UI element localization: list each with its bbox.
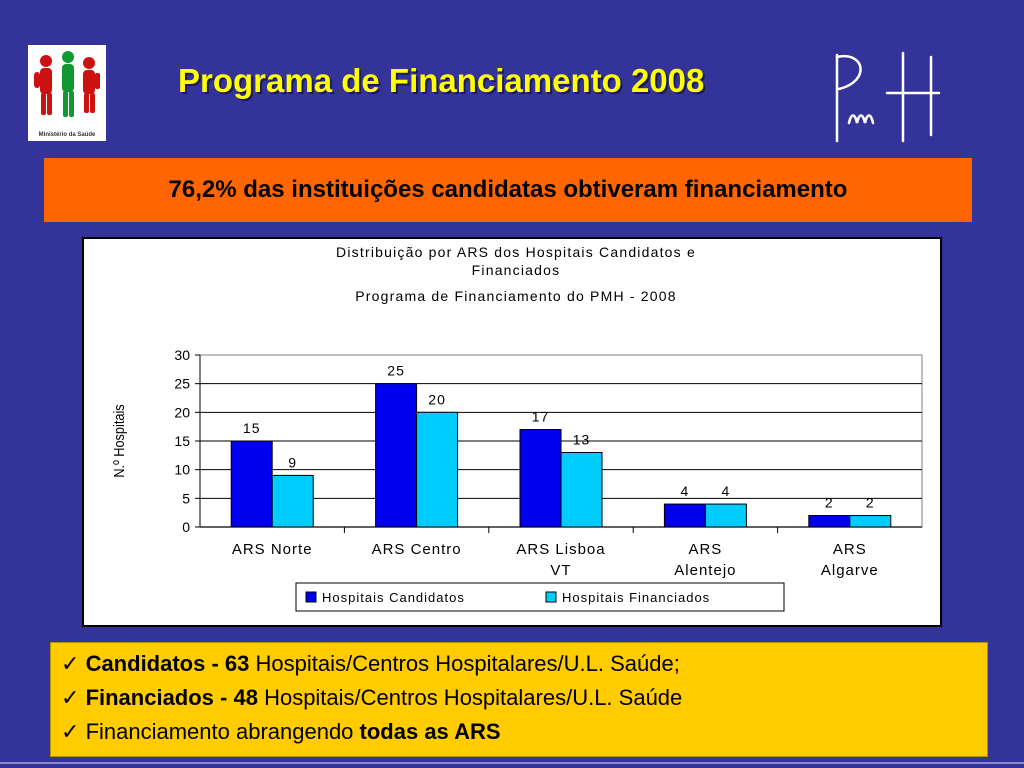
x-category-label: Alentejo <box>674 562 737 579</box>
legend-swatch <box>546 592 556 602</box>
data-label: 15 <box>242 420 261 436</box>
x-category-label: ARS <box>688 541 723 558</box>
headline-text: 76,2% das instituições candidatas obtiveram financiamento <box>168 176 848 203</box>
bottom-rule <box>0 762 1024 764</box>
data-label: 17 <box>531 408 550 425</box>
bar-candidatos <box>376 384 417 527</box>
bar-candidatos <box>664 504 705 527</box>
bar-chart <box>84 239 940 625</box>
x-category-label: ARS Centro <box>371 541 462 558</box>
note-abrangencia <box>61 715 977 749</box>
note-financiados-bold: Financiados - 48 <box>85 685 258 710</box>
headline-box <box>44 158 972 222</box>
x-category-label: VT <box>550 562 572 579</box>
data-label: 9 <box>288 454 298 471</box>
bar-financiados <box>705 504 746 527</box>
bar-financiados <box>272 475 313 527</box>
chart-title-line: Programa de Financiamento do PMH - 2008 <box>355 288 677 304</box>
y-axis-label: N.º Hospitais <box>109 404 128 478</box>
data-label: 13 <box>572 431 591 448</box>
y-tick-label: 30 <box>174 347 190 363</box>
y-tick-label: 10 <box>174 461 190 478</box>
y-tick-label: 0 <box>182 519 190 535</box>
slide-title: Programa de Financiamento 2008 <box>178 62 705 99</box>
logo-caption: Ministério da Saúde <box>38 132 96 138</box>
note-candidatos <box>61 647 977 681</box>
pmh-logo-icon <box>815 45 945 145</box>
note-abrangencia-bold: todas as ARS <box>359 719 501 744</box>
chart-title-line: Financiados <box>471 262 561 278</box>
x-category-label: ARS <box>832 541 867 558</box>
chart-title-line: Distribuição por ARS dos Hospitais Candidatos e <box>336 244 696 260</box>
y-tick-label: 25 <box>174 375 190 392</box>
note-financiados-text: Hospitais/Centros Hospitalares/U.L. Saúde <box>257 685 683 710</box>
y-tick-label: 5 <box>182 490 190 507</box>
y-tick-label: 15 <box>174 433 190 449</box>
chart-panel <box>82 237 942 627</box>
data-label: 2 <box>824 494 834 511</box>
check-icon: ✓ <box>61 651 80 676</box>
notes-box <box>50 642 988 757</box>
x-category-label: ARS Norte <box>231 541 313 558</box>
bar-financiados <box>561 452 602 527</box>
data-label: 4 <box>721 483 731 500</box>
ministerio-saude-logo <box>28 45 106 141</box>
legend-label: Hospitais Financiados <box>562 590 711 605</box>
check-icon: ✓ <box>61 719 80 744</box>
data-label: 20 <box>428 391 446 408</box>
note-candidatos-bold: Candidatos - 63 <box>85 651 250 676</box>
bar-candidatos <box>809 516 850 527</box>
ministerio-saude-emblem-icon <box>28 45 106 129</box>
legend-label: Hospitais Candidatos <box>322 590 465 605</box>
y-tick-label: 20 <box>174 404 190 421</box>
bar-financiados <box>417 412 458 527</box>
note-financiados <box>61 681 977 715</box>
legend-swatch <box>306 592 316 602</box>
data-label: 2 <box>865 494 875 511</box>
x-category-label: Algarve <box>820 562 879 579</box>
data-label: 4 <box>680 483 690 500</box>
bar-candidatos <box>520 430 561 527</box>
check-icon: ✓ <box>61 685 80 710</box>
note-candidatos-text: Hospitais/Centros Hospitalares/U.L. Saúde; <box>249 651 680 676</box>
data-label: 25 <box>387 362 405 379</box>
note-abrangencia-text: Financiamento abrangendo <box>85 719 360 744</box>
bar-candidatos <box>231 441 272 527</box>
bar-financiados <box>850 516 891 527</box>
x-category-label: ARS Lisboa <box>516 541 606 558</box>
